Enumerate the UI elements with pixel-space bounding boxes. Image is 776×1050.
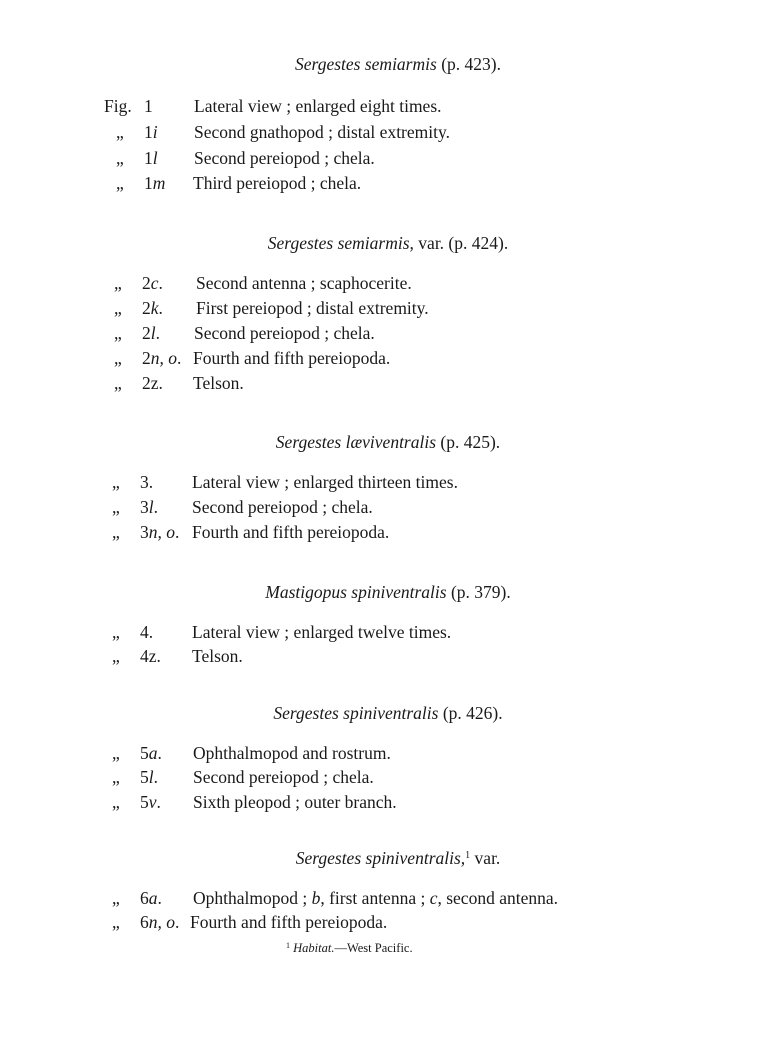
footnote <box>286 941 413 956</box>
fig-num: 1 <box>144 96 153 116</box>
fig-description: Fourth and fifth pereiopoda. <box>192 522 390 542</box>
fig-prefix: „ <box>112 792 120 812</box>
fig-letter: n, o <box>150 348 177 368</box>
fig-prefix: „ <box>114 273 122 293</box>
fig-description: Second pereiopod ; chela. <box>194 323 375 343</box>
fig-number <box>140 472 153 493</box>
fig-description: Lateral view ; enlarged eight times. <box>194 96 442 116</box>
fig-number <box>144 122 158 143</box>
fig-description: First pereiopod ; distal extremity. <box>196 298 429 318</box>
fig-description: Lateral view ; enlarged twelve times. <box>192 622 452 642</box>
fig-description: Second antenna ; scaphocerite. <box>196 273 412 293</box>
fig-num: 1 <box>144 122 153 142</box>
section-heading <box>0 233 776 254</box>
fig-num: 2 <box>142 373 151 393</box>
fig-prefix: „ <box>112 622 120 642</box>
fig-prefix: „ <box>112 912 120 932</box>
fig-number <box>144 148 158 169</box>
fig-number <box>142 348 181 369</box>
fig-letter: n, o <box>148 912 175 932</box>
fig-number <box>140 622 153 643</box>
fig-number <box>140 888 162 909</box>
fig-period: . <box>156 792 161 812</box>
fig-prefix: „ <box>112 888 120 908</box>
fig-prefix: „ <box>116 148 124 168</box>
species-name: Sergestes semiarmis <box>295 54 437 74</box>
fig-num: 2 <box>142 323 151 343</box>
fig-num: 5 <box>140 743 149 763</box>
page-reference: var. <box>474 848 501 868</box>
fig-letter: m <box>152 173 166 193</box>
fig-period: . <box>158 373 163 393</box>
page-reference: (p. 426). <box>442 703 503 723</box>
species-name: Mastigopus spiniventralis <box>265 582 447 602</box>
fig-num: 2 <box>142 298 151 318</box>
fig-number <box>144 96 153 117</box>
fig-prefix: „ <box>112 497 120 517</box>
fig-num: 1 <box>144 148 153 168</box>
fig-letter: l <box>150 323 156 343</box>
fig-number <box>140 522 179 543</box>
fig-period: . <box>155 323 160 343</box>
fig-prefix: „ <box>114 298 122 318</box>
fig-prefix: „ <box>112 522 120 542</box>
footnote-marker: 1 <box>465 850 471 861</box>
fig-description: Telson. <box>193 373 244 393</box>
fig-description: Sixth pleopod ; outer branch. <box>193 792 397 812</box>
fig-period: . <box>175 522 180 542</box>
fig-prefix: „ <box>116 122 124 142</box>
fig-prefix: „ <box>116 173 124 193</box>
fig-num: 5 <box>140 767 149 787</box>
fig-description: Fourth and fifth pereiopoda. <box>190 912 388 932</box>
fig-prefix: Fig. <box>104 96 132 116</box>
fig-number <box>140 646 161 667</box>
fig-description: Fourth and fifth pereiopoda. <box>193 348 391 368</box>
fig-number <box>142 273 163 294</box>
footnote-label: Habitat. <box>293 941 335 955</box>
fig-letter: l <box>152 148 158 168</box>
page-reference: (p. 425). <box>440 432 501 452</box>
species-name: Sergestes læviventralis <box>275 432 437 452</box>
fig-num: 5 <box>140 792 149 812</box>
page-reference: (p. 423). <box>441 54 501 74</box>
fig-num: 2 <box>142 273 151 293</box>
fig-description: Second pereiopod ; chela. <box>194 148 375 168</box>
fig-period: . <box>153 497 158 517</box>
fig-description: Lateral view ; enlarged thirteen times. <box>192 472 458 492</box>
fig-letter: k <box>150 298 159 318</box>
fig-letter: l <box>148 767 154 787</box>
fig-number <box>142 323 160 344</box>
fig-prefix: „ <box>112 472 120 492</box>
fig-letter: z <box>150 373 159 393</box>
species-name: Sergestes semiarmis, <box>267 233 414 253</box>
fig-number <box>140 792 161 813</box>
footnote-text: —West Pacific. <box>334 941 413 955</box>
fig-letter: a <box>148 743 158 763</box>
fig-num: 6 <box>140 888 149 908</box>
page-reference: var. (p. 424). <box>418 233 509 253</box>
fig-description: Telson. <box>192 646 243 666</box>
fig-description: Ophthalmopod and rostrum. <box>193 743 391 763</box>
fig-number <box>140 497 158 518</box>
fig-period: . <box>148 622 154 642</box>
footnote-number: 1 <box>286 941 290 950</box>
fig-num: 1 <box>144 173 153 193</box>
fig-num: 4 <box>140 622 149 642</box>
fig-num: 2 <box>142 348 151 368</box>
fig-period: . <box>153 767 158 787</box>
fig-description: Second gnathopod ; distal extremity. <box>194 122 450 142</box>
fig-letter: z <box>148 646 157 666</box>
fig-period: . <box>156 646 161 666</box>
fig-letter: a <box>148 888 158 908</box>
fig-letter: i <box>152 122 158 142</box>
section-heading <box>0 54 776 75</box>
fig-period: . <box>157 888 162 908</box>
fig-num: 3 <box>140 472 149 492</box>
fig-number <box>142 298 163 319</box>
fig-description: Third pereiopod ; chela. <box>193 173 362 193</box>
fig-number <box>140 743 162 764</box>
fig-num: 3 <box>140 522 149 542</box>
fig-prefix: „ <box>112 743 120 763</box>
fig-num: 4 <box>140 646 149 666</box>
section-heading <box>0 703 776 724</box>
fig-description: Second pereiopod ; chela. <box>193 767 374 787</box>
fig-number <box>140 767 158 788</box>
fig-num: 3 <box>140 497 149 517</box>
fig-period: . <box>158 273 163 293</box>
fig-prefix: „ <box>114 348 122 368</box>
fig-prefix: „ <box>114 323 122 343</box>
fig-period: . <box>157 743 162 763</box>
fig-description: Ophthalmopod ; b, first antenna ; c, second antenna. <box>193 888 558 908</box>
fig-num: 6 <box>140 912 149 932</box>
fig-description: Second pereiopod ; chela. <box>192 497 373 517</box>
fig-prefix: „ <box>112 767 120 787</box>
section-heading <box>0 848 776 869</box>
species-name: Sergestes spiniventralis, <box>295 848 466 868</box>
fig-letter: c <box>150 273 159 293</box>
fig-letter: n, o <box>148 522 175 542</box>
fig-number <box>144 173 165 194</box>
fig-number <box>140 912 179 933</box>
fig-period: . <box>158 298 163 318</box>
fig-prefix: „ <box>114 373 122 393</box>
page-reference: (p. 379). <box>450 582 511 602</box>
section-heading <box>0 432 776 453</box>
fig-number <box>142 373 163 394</box>
fig-period: . <box>177 348 182 368</box>
fig-letter: l <box>148 497 154 517</box>
section-heading <box>0 582 776 603</box>
fig-period: . <box>148 472 154 492</box>
fig-letter: v <box>148 792 157 812</box>
species-name: Sergestes spiniventralis <box>273 703 439 723</box>
fig-prefix: „ <box>112 646 120 666</box>
fig-period: . <box>175 912 180 932</box>
